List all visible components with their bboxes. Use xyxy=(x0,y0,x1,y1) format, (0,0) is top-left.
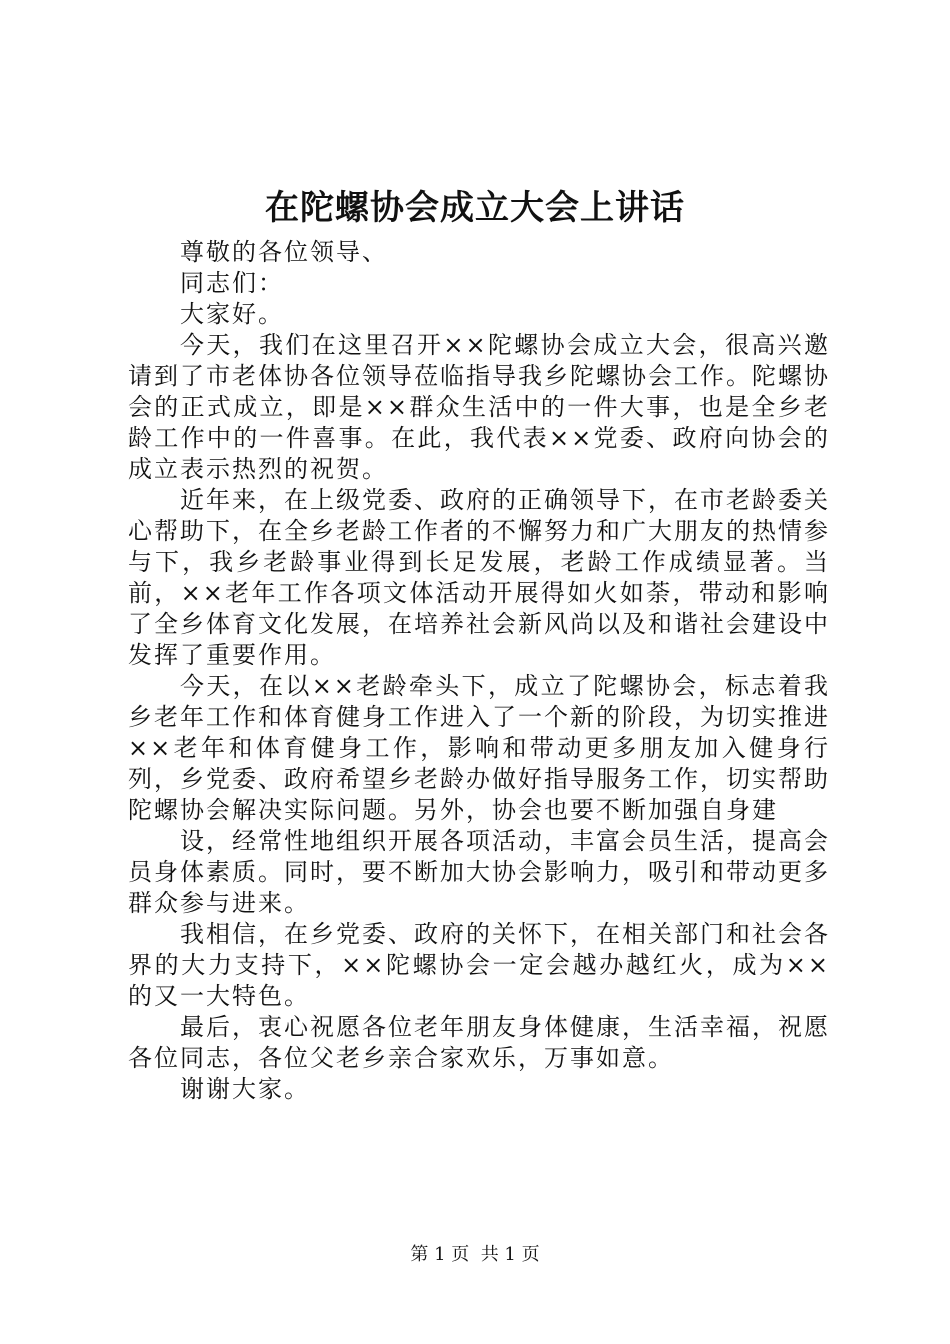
page-footer xyxy=(0,1242,950,1268)
body-paragraph: 近年来，在上级党委、政府的正确领导下，在市老龄委关心帮助下，在全乡老龄工作者的不懈努力和广大朋友的热情参与下，我乡老龄事业得到长足发展，老龄工作成绩显著。当前，××老年工作各项文体活动开展得如火如荼，带动和影响了全乡体育文化发展，在培养社会新风尚以及和谐社会建设中发挥了重要作用。 xyxy=(128,486,830,669)
closing-wishes: 最后，衷心祝愿各位老年朋友身体健康，生活幸福，祝愿各位同志，各位父老乡亲合家欢乐，万事如意。 xyxy=(128,1013,830,1072)
document-body xyxy=(128,237,830,1105)
page-number: 第 1 页 共 1 页 xyxy=(410,1244,540,1265)
document-title: 在陀螺协会成立大会上讲话 xyxy=(265,188,685,228)
body-paragraph: 我相信，在乡党委、政府的关怀下，在相关部门和社会各界的大力支持下，××陀螺协会一定会越办越红火，成为××的又一大特色。 xyxy=(128,920,830,1010)
body-paragraph: 设，经常性地组织开展各项活动，丰富会员生活，提高会员身体素质。同时，要不断加大协会影响力，吸引和带动更多群众参与进来。 xyxy=(128,827,830,917)
salutation-line-2: 同志们： xyxy=(180,269,284,297)
body-paragraph: 今天，在以××老龄牵头下，成立了陀螺协会，标志着我乡老年工作和体育健身工作进入了一个新的阶段，为切实推进××老年和体育健身工作，影响和带动更多朋友加入健身行列，乡党委、政府希望乡老龄办做好指导服务工作，切实帮助陀螺协会解决实际问题。另外，协会也要不断加强自身建 xyxy=(128,672,830,824)
greeting: 大家好。 xyxy=(180,300,284,328)
body-paragraph: 今天，我们在这里召开××陀螺协会成立大会，很高兴邀请到了市老体协各位领导莅临指导我乡陀螺协会工作。陀螺协会的正式成立，即是××群众生活中的一件大事，也是全乡老龄工作中的一件喜事。在此，我代表××党委、政府向协会的成立表示热烈的祝贺。 xyxy=(128,331,830,483)
thanks-line: 谢谢大家。 xyxy=(180,1075,310,1103)
salutation-line-1: 尊敬的各位领导、 xyxy=(180,238,388,266)
